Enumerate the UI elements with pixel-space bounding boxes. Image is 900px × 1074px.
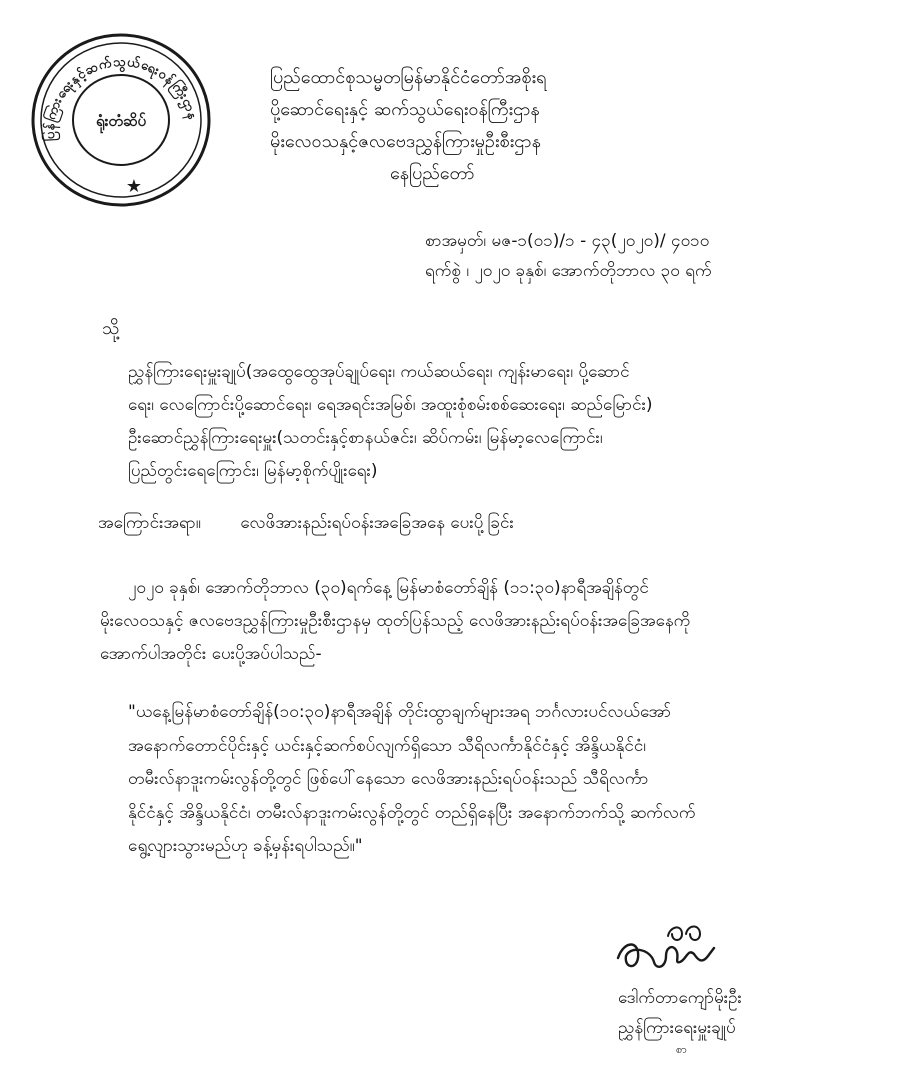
body-line: ၂၀၂၀ ခုနှစ်၊ အောက်တိုဘာလ (၃၀)ရက်နေ့ မြန်မာစံတော်ချိန် (၁၁:၃၀)နာရီအချိန်တွင် [128,578,649,598]
signer-note: စာ [676,1043,687,1056]
letter-date: ရက်စွဲ ၊ ၂၀၂၀ ခုနှစ်၊ အောက်တိုဘာလ ၃၀ ရက် [425,261,712,281]
letter-number: စာအမှတ်၊ မဇ-၁(၀၁)/၁ - ၄၃(၂၀၂၀)/ ၄၀၁၀ [425,231,710,251]
department-name: မိုးလေဝသနှင့်ဇလဗေဒညွှန်ကြားမှုဦးစီးဌာန [270,131,541,152]
subject-text: လေဖိအားနည်းရပ်ဝန်းအခြေအနေ ပေးပို့ခြင်း [240,513,514,533]
quote-line: တမီးလ်နာဒူးကမ်းလွန်တို့တွင် ဖြစ်ပေါ်နေသော လေဖိအားနည်းရပ်ဝန်းသည် သီရိလင်္ကာ [128,769,649,789]
official-seal [26,28,216,213]
recipient-line: ရေး၊ လေကြောင်းပို့ဆောင်ရေး၊ ရေအရင်းအမြစ်၊ အထူးစုံစမ်းစစ်ဆေးရေး၊ ဆည်မြောင်း) [128,395,653,415]
handwritten-signature [610,918,730,980]
quote-line: "ယနေ့မြန်မာစံတော်ချိန်(၁၀:၃၀)နာရီအချိန် တိုင်းထွာချက်များအရ ဘင်္ဂလားပင်လယ်အော် [128,702,672,722]
letterhead [270,62,870,190]
recipient-list [128,356,868,488]
quote-line: နိုင်ငံနှင့် အိန္ဒိယနိုင်ငံ၊ တမီးလ်နာဒူးကမ်းလွန်တို့တွင် တည်ရှိနေပြီး အနောက်ဘက်သို့ ဆက်လက် [128,802,696,823]
subject-label: အကြောင်းအရာ။ [98,513,201,533]
signer-name: ဒေါက်တာကျော်မိုးဦး [618,988,742,1008]
recipient-line: ပြည်တွင်းရေကြောင်း၊ မြန်မာ့စိုက်ပျိုးရေး) [128,461,378,481]
body-line: အောက်ပါအတိုင်း ပေးပို့အပ်ပါသည်- [100,644,322,664]
to-label: သို့ [102,318,120,339]
city-name: နေပြည်တော် [390,163,475,184]
signer-block [618,983,878,1057]
recipient-line: ဦးဆောင်ညွှန်ကြားရေးမှူး(သတင်းနှင့်စာနယ်ဇင်း၊ ဆိပ်ကမ်း၊ မြန်မာ့လေကြောင်း၊ [128,428,603,448]
seal-star-icon: ★ [125,176,143,197]
reference-block [425,226,895,286]
seal-ring-text: ပြန်ကြားရေးနှင့်ဆက်သွယ်ရေးဝန်ကြီးဌာန [42,54,200,142]
signer-title: ညွှန်ကြားရေးမှူးချုပ် [618,1018,736,1038]
government-name: ပြည်ထောင်စုသမ္မတမြန်မာနိုင်ငံတော်အစိုးရ [270,67,547,88]
ministry-name: ပို့ဆောင်ရေးနှင့် ဆက်သွယ်ရေးဝန်ကြီးဌာန [270,99,540,120]
subject-line [98,512,514,537]
body-line: မိုးလေဝသနှင့် ဇလဗေဒညွှန်ကြားမှုဦးစီးဌာနမှ ထုတ်ပြန်သည့် လေဖိအားနည်းရပ်ဝန်းအခြေအနေကို [100,611,691,631]
seal-center-text: ရုံးတံဆိပ် [95,112,147,130]
quote-line: ရွေ့လျားသွားမည်ဟု ခန့်မှန်းရပါသည်။" [128,836,363,856]
recipient-line: ညွှန်ကြားရေးမှူးချုပ်(အထွေထွေအုပ်ချုပ်ရေး၊ ကယ်ဆယ်ရေး၊ ကျန်းမာရေး၊ ပို့ဆောင် [128,362,630,382]
body-paragraph [100,572,860,671]
quoted-bulletin [128,696,878,864]
quote-line: အနောက်တောင်ပိုင်းနှင့် ယင်းနှင့်ဆက်စပ်လျက်ရှိသော သီရိလင်္ကာနိုင်ငံနှင့် အိန္ဒိယနိုင်ငံ၊ [128,735,646,756]
